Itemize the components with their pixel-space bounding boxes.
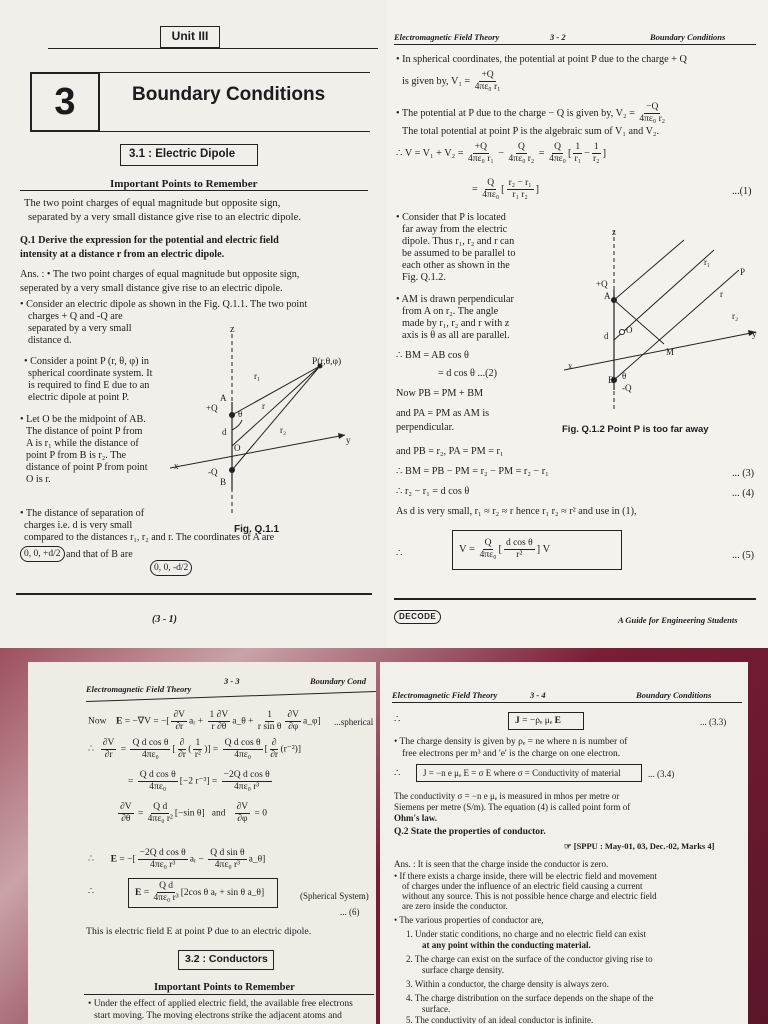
footer-text: A Guide for Engineering Students: [618, 615, 738, 625]
chapter-title: Boundary Conditions: [132, 84, 326, 105]
equation-5-box: V = $\frac{Q}{\text{4πε₀}}$ [ $\frac{\text{d cos θ}}{\text{r²}}$ ] V: [452, 530, 622, 570]
page-3-3: Electromagnetic Field Theory 3 - 3 Boundary Cond Now E = −∇V = −[ $\frac{\partial V}{\partial r}$ aᵣ + $\frac{1 \partial V}{r \partial\theta}$ a_θ + $\frac{1}{\text{r sin θ}}$ $\frac{\partial V}{\partial\varphi}$ a_φ] ...spherical ∴ $\frac{\partial V}{\partial r}$ = $\frac{\text{Q d cos θ}}{\text{4πε₀}}$ [ $\frac{\partial}{\partial r}$ ( $\frac{1}{\text{r²}}$ )] = $\frac{\text{Q d cos θ}}{\text{4πε₀}}$ [ $\frac{\partial}{\partial r}$ (r⁻²)] = $\frac{\text{Q d cos θ}}{\text{4πε₀}}$ [−2 r⁻³] = $\frac{\text{−2Q d cos θ}}{\text{4πε₀ r³}}$ $\frac{\partial V}{\partial\theta}$ = $\frac{\text{Q d}}{\text{4πε₀ r²}}$ [−sin θ] and $\frac{\partial V}{\partial\varphi}$ = 0 ∴ E = −[ $\frac{\text{−2Q d cos θ}}{\text{4πε₀ r³}}$ aᵣ − $\frac{\text{Q d sin θ}}{\text{4πε₀ r³}}$ a_θ] ∴ E = $\frac{\text{Q d}}{\text{4πε₀ r³}}$ [2cos θ aᵣ + sin θ a_θ] (Spherical System) ... (6) This is electric field E at point P due to an electric dipole. 3.2 : Conductors Important Points to Remember • Under the effect of applied electric field, the available free electrons start moving. The moving electrons strike the adjacent atoms and: [28, 662, 376, 1024]
page-3-4: Electromagnetic Field Theory 3 - 4 Boundary Conditions ∴ J = −ρₑ μₑ E ... (3.3) • The charge density is given by ρₑ = ne where n is number of free electrons per m³ and 'e' is the charge on one electron. ∴ J = −n e μₑ E = σ E where σ = Conductivity of material ... (3.4) The conductivity σ = −n e μₑ is measured in mhos per metre or Siemens per metre (S/m). The equation (4) is called point form of Ohm's law. Q.2 State the properties of conductor. ☞ [SPPU : May-01, 03, Dec.-02, Marks 4] Ans. : It is seen that the charge inside the conductor is zero. • If there exists a charge inside, there will be electric field and movement of charges under the influence of an electric field causing a current without any source. This is not possible hence charge and electric field are zero inside the conductor. • The various properties of conductor are, 1. Under static conditions, no charge and no electric field can exist at any point within the conducting material. 2. The charge can exist on the surface of the conductor giving rise to surface charge density. 3. Within a conductor, the charge density is always zero. 4. The charge distribution on the surface depends on the shape of the surface. 5. The conductivity of an ideal conductor is infinite.: [380, 662, 748, 1024]
publisher-logo: DECODE: [394, 610, 441, 624]
chapter-number: 3: [30, 72, 100, 132]
figure-q-1-1: [170, 320, 370, 520]
page-3-2: Electromagnetic Field Theory 3 - 2 Boundary Conditions • In spherical coordinates, the potential at point P due to the charge + Q is given by, V₁ = $\frac{+Q}{\text{4πε₀ r₁}}$ • The potential at P due to the charge − Q is given by, V₂ = $\frac{-Q}{\text{4πε₀ r₂}}$ The total potential at point P is the algebraic sum of V₁ and V₂. ∴ V = V₁ + V₂ = $\frac{+Q}{\text{4πε₀ r₁}}$ − $\frac{Q}{\text{4πε₀ r₂}}$ = $\frac{Q}{\text{4πε₀}}$ [ $\frac{1}{\text{r₁}}$ − $\frac{1}{\text{r₂}}$ ] = $\frac{Q}{\text{4πε₀}}$ [ $\frac{\text{r₂ − r₁}}{\text{r₁ r₂}}$ ] ...(1) • Consider that P is located far away from the electric dipole. Thus r₁, r₂ and r can be assumed to be parallel to each other as shown in the Fig. Q.1.2. • AM is drawn perpendicular from A on r₂. The angle made by r₁, r₂ and r with z axis is θ as all are parallel. ∴ BM = AB cos θ = d cos θ ...(2) Now PB = PM + BM and PA = PM as AM is perpendicular. Fig. Q.1.2 Point P is too far away z r₁ P +Q A r r₂ d O y M x θ B -Q and PB = r₂, PA = PM = r₁ ∴ BM = PB − PM = r₂ − PM = r₂ − r₁ ... (3) ∴ r₂ − r₁ = d cos θ ... (4) As d is very small, r₁ ≈ r₂ ≈ r hence r₁ r₂ ≈ r² and use in (1), ∴ V = $\frac{Q}{\text{4πε₀}}$ [ $\frac{\text{d cos θ}}{\text{r²}}$ ] V ... (5) DECODE A Guide for Engineering Students: [386, 0, 768, 648]
section-heading-3-2: 3.2 : Conductors: [178, 950, 274, 970]
figure-caption-2: Fig. Q.1.2 Point P is too far away: [562, 424, 709, 435]
question-2: Q.2 State the properties of conductor.: [394, 827, 546, 837]
question-1: Q.1 Derive the expression for the potential and electric field: [20, 235, 279, 246]
important-heading: Important Points to Remember: [110, 178, 258, 190]
sppu-tag: ☞ [SPPU : May-01, 03, Dec.-02, Marks 4]: [564, 841, 715, 851]
page-number: (3 - 1): [152, 614, 177, 625]
unit-label: Unit III: [160, 26, 220, 48]
page-3-1: Unit III 3 Boundary Conditions 3.1 : Electric Dipole Important Points to Remember The two point charges of equal magnitude but opposite sign, separated by a very small distance give rise to an electric dipole. Q.1 Derive the expression for the potential and electric field intensity at a distance r from an electric dipole. Ans. : • The two point charges of equal magnitude but opposite sign, seperated by a very small distance give rise to an electric dipole. • Consider an electric dipole as shown in the Fig. Q.1.1. The two point charges + Q and -Q are separated by a very small distance d. • Consider a point P (r, θ, φ) in spherical coordinate system. It is required to find E due to an electric dipole at point P. • Let O be the midpoint of AB. The distance of point P from A is r₁ while the distance of point P from B is r₂. The distance of point P from point O is r. • The distance of separation of charges i.e. d is very small compared to the distances r₁, r₂ and r. The coordinates of A are 0, 0, +d/2 and that of B are 0, 0, -d/2 z P(r,θ,φ) r₁ r r₂ A +Q θ d O y x -Q B Fig. Q.1.1 (3 - 1): [0, 0, 386, 648]
equation-6-box: E = $\frac{\text{Q d}}{\text{4πε₀ r³}}$ [2cos θ aᵣ + sin θ a_θ]: [128, 878, 278, 908]
coord-b: 0, 0, -d/2: [150, 560, 192, 576]
section-heading: 3.1 : Electric Dipole: [120, 144, 258, 166]
equation-3-3-box: J = −ρₑ μₑ E: [508, 712, 584, 730]
figure-caption: Fig. Q.1.1: [234, 524, 280, 535]
equation-3-4-box: J = −n e μₑ E = σ E where σ = Conductivity of material: [416, 764, 642, 782]
coord-a: 0, 0, +d/2: [20, 546, 65, 562]
